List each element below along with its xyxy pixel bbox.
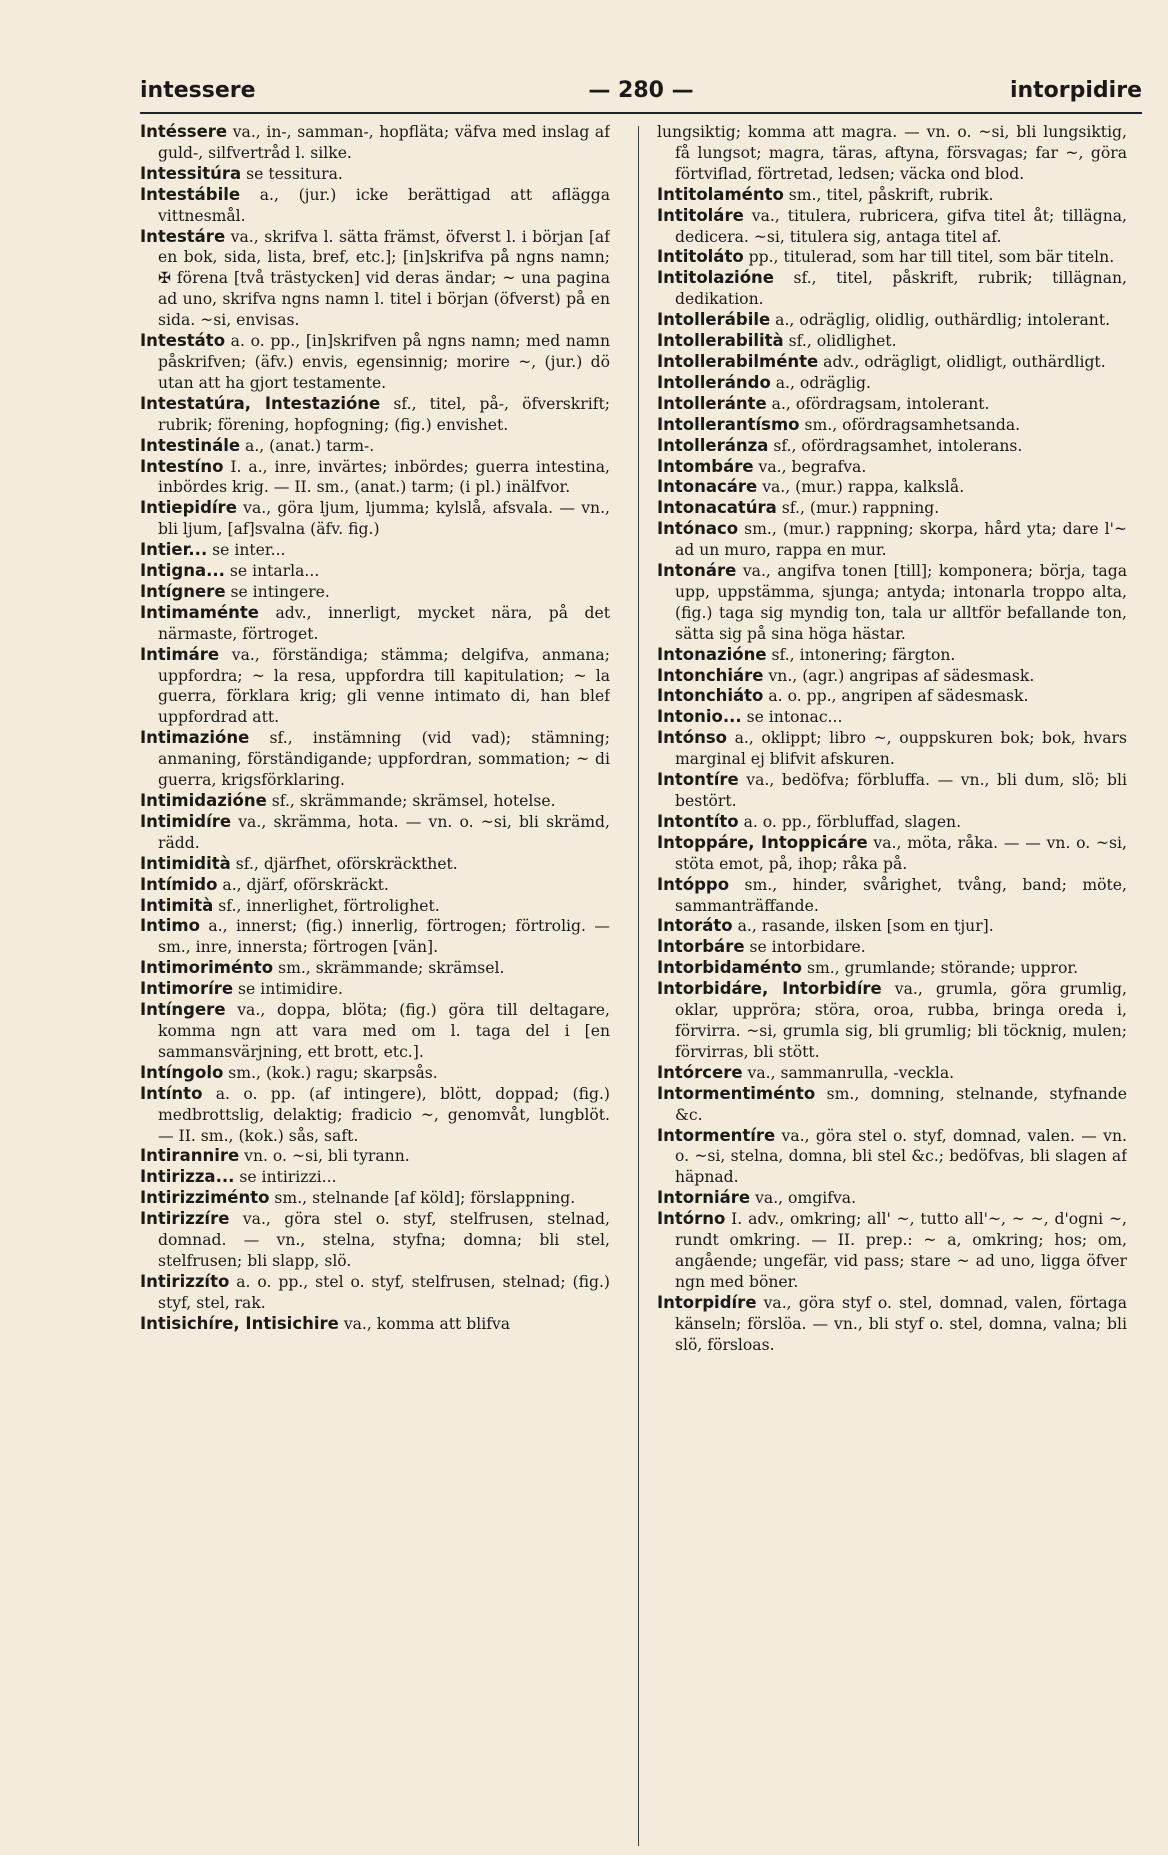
entry-definition: se tessitura. <box>241 164 343 183</box>
entry-definition: a., odräglig, olidlig, outhärdlig; intolerant. <box>770 311 1111 330</box>
dictionary-entry <box>140 227 610 332</box>
dictionary-entry <box>140 122 610 164</box>
entry-definition: a. o. pp., förbluffad, slagen. <box>738 812 962 831</box>
entry-definition: sm., grumlande; störande; uppror. <box>802 959 1079 978</box>
dictionary-entry <box>657 833 1127 875</box>
entry-definition: se intorbidare. <box>744 938 866 957</box>
entry-definition: va., angifva tonen [till]; komponera; börja, taga upp, uppstämma, sjunga; antyda; intonarla troppo alta, (fig.) taga sig myndig ton, tala ur alltför befallande ton, sätta sig på sina höga hästar. <box>675 562 1127 643</box>
dictionary-entry <box>140 791 610 812</box>
page-number: — 280 — <box>588 78 694 103</box>
dictionary-entry <box>657 122 1127 185</box>
entry-headword: Intóppo <box>657 874 730 894</box>
entry-headword: Intorbáre <box>657 937 745 957</box>
entry-definition: va., in-, samman-, hopfläta; väfva med inslag af guld-, silfvertråd l. silke. <box>158 123 610 162</box>
entry-headword: Intínto <box>140 1083 203 1103</box>
entry-headword: Intitolaménto <box>657 184 784 204</box>
dictionary-entry <box>140 1272 610 1314</box>
entry-definition: a., (anat.) tarm-. <box>240 436 375 455</box>
entry-headword: Intollerábile <box>657 310 771 330</box>
entry-definition: sm., (kok.) ragu; skarpsås. <box>223 1063 438 1082</box>
entry-definition: a., odräglig. <box>770 373 871 392</box>
entry-headword: Intoráto <box>657 916 733 936</box>
dictionary-entry <box>657 1084 1127 1126</box>
dictionary-entry <box>657 436 1127 457</box>
entry-headword: Intirizza... <box>140 1167 235 1187</box>
entry-headword: Intirannire <box>140 1146 240 1166</box>
dictionary-entry <box>140 645 610 729</box>
entry-headword: Intigna... <box>140 561 225 581</box>
dictionary-entry <box>657 373 1127 394</box>
entry-headword: Intíngolo <box>140 1062 224 1082</box>
entry-headword: Intestáre <box>140 226 226 246</box>
dictionary-entry <box>657 875 1127 917</box>
entry-definition: a. o. pp. (af intingere), blött, doppad; (fig.) medbrottslig, delaktig; fradicio ~, genomvåt, lungblöt. — II. sm., (kok.) sås, saft. <box>158 1084 610 1145</box>
entry-definition: sf., titel, på-, öfverskrift; rubrik; förening, hopfogning; (fig.) envishet. <box>158 394 610 434</box>
dictionary-entry <box>140 916 610 958</box>
dictionary-entry <box>657 770 1127 812</box>
entry-headword: Intimo <box>140 916 200 936</box>
dictionary-entry <box>140 979 610 1000</box>
entry-definition: a., rasande, ilsken [som en tjur]. <box>732 917 994 936</box>
dictionary-entry <box>140 1146 610 1167</box>
dictionary-entry <box>140 561 610 582</box>
entry-headword: Intestinále <box>140 435 241 455</box>
entry-headword: Intollerándo <box>657 372 771 392</box>
dictionary-entry <box>657 1063 1127 1084</box>
entry-headword: Intiepidíre <box>140 498 237 518</box>
entry-headword: Intimidità <box>140 853 231 873</box>
entry-headword: Intimidíre <box>140 811 232 831</box>
entry-definition: sf., intonering; färgton. <box>766 645 956 664</box>
entry-headword: Intoppáre, Intoppicáre <box>657 832 868 852</box>
entry-definition: se intingere. <box>225 582 330 601</box>
dictionary-entry <box>657 1126 1127 1189</box>
dictionary-entry <box>657 310 1127 331</box>
entry-headword: Intórcere <box>657 1062 743 1082</box>
entry-headword: Intormentiménto <box>657 1083 816 1103</box>
entry-definition: sf., skrämmande; skrämsel, hotelse. <box>266 792 556 810</box>
entry-headword: Intorbidaménto <box>657 958 803 978</box>
dictionary-entry <box>657 728 1127 770</box>
entry-headword: Intorniáre <box>657 1188 751 1208</box>
entry-definition: se inter... <box>207 541 286 560</box>
entry-definition: va., göra styf o. stel, domnad, valen, förtaga känseln; förslöa. — vn., bli styf o. stel, domna, valna; bli slö, försloas. <box>675 1293 1127 1354</box>
dictionary-entry <box>657 916 1127 937</box>
dictionary-entry <box>657 1209 1127 1293</box>
entry-headword: Intitoláre <box>657 205 744 225</box>
dictionary-entry <box>140 812 610 854</box>
entry-definition: adv., innerligt, mycket nära, på det närmaste, förtroget. <box>158 603 610 643</box>
entry-headword: Intirizzíto <box>140 1271 230 1291</box>
dictionary-entry <box>657 979 1127 1063</box>
dictionary-entry <box>657 331 1127 352</box>
entry-headword: Intimidazióne <box>140 791 267 810</box>
entry-headword: Intontíre <box>657 770 739 790</box>
dictionary-entry <box>140 1084 610 1147</box>
dictionary-entry <box>657 394 1127 415</box>
dictionary-entry <box>657 206 1127 248</box>
entry-definition: va., göra stel o. styf, stelfrusen, stelnad, domnad. — vn., stelna, styfna; domna; bli stel, stelfrusen; bli slapp, slö. <box>158 1210 610 1270</box>
dictionary-entry <box>140 457 610 499</box>
header-rule <box>140 112 1142 114</box>
right-column <box>657 122 1127 1842</box>
entry-definition: sm., (mur.) rappning; skorpa, hård yta; dare l'~ ad un muro, rappa en mur. <box>675 520 1127 560</box>
dictionary-entry <box>657 1293 1127 1356</box>
dictionary-entry <box>657 1188 1127 1209</box>
left-column <box>140 122 610 1842</box>
dictionary-entry <box>140 1167 610 1188</box>
entry-definition: sm., ofördragsamhetsanda. <box>799 415 1021 434</box>
entry-headword: Intollerabilità <box>657 331 784 351</box>
entry-headword: Intónso <box>657 728 728 748</box>
dictionary-entry <box>140 603 610 645</box>
entry-definition: a. o. pp., stel o. styf, stelfrusen, stelnad; (fig.) styf, stel, rak. <box>158 1272 610 1312</box>
entry-headword: Intonáre <box>657 561 737 581</box>
entry-definition: lungsiktig; komma att magra. — vn. o. ~si, bli lungsiktig, få lungsot; magra, täras, aftyna, försvagas; far ~, göra förtviflad, förtretad, ledsen; väcka ond blod. <box>657 123 1127 183</box>
entry-headword: Intolleránza <box>657 435 769 455</box>
entry-definition: sm., skrämmande; skrämsel. <box>273 959 505 978</box>
dictionary-entry <box>657 686 1127 707</box>
entry-definition: va., titulera, rubricera, gifva titel åt; tillägna, dedicera. ~si, titulera sig, antaga titel af. <box>675 206 1127 246</box>
entry-headword: Intonchiáre <box>657 665 764 685</box>
dictionary-entry <box>657 812 1127 833</box>
entry-definition: I. adv., omkring; all' ~, tutto all'~, ~ ~, d'ogni ~, rundt omkring. — II. prep.: ~ a, omkring; hos; om, angående; ungefär, vid pass; stare ~ ad uno, ligga öfver ngn med böner. <box>675 1210 1127 1291</box>
entry-headword: Intimoríre <box>140 979 234 999</box>
entry-definition: a. o. pp., [in]skrifven på ngns namn; med namn påskrifven; (äfv.) envis, egensinnig; morire ~, (jur.) dö utan att ha gjort testamente. <box>158 332 610 392</box>
dictionary-entry <box>140 854 610 875</box>
entry-headword: Intíngere <box>140 1000 226 1020</box>
entry-definition: a., (jur.) icke berättigad att aflägga vittnesmål. <box>158 185 610 225</box>
dictionary-entry <box>140 1209 610 1272</box>
dictionary-entry <box>140 436 610 457</box>
dictionary-entry <box>140 958 610 979</box>
dictionary-entry <box>140 582 610 603</box>
entry-headword: Intirizzíre <box>140 1209 230 1229</box>
dictionary-entry <box>657 666 1127 687</box>
entry-headword: Intonacáre <box>657 477 758 497</box>
dictionary-entry <box>140 185 610 227</box>
dictionary-entry <box>657 457 1127 478</box>
entry-headword: Intestatúra, Intestazióne <box>140 393 381 413</box>
dictionary-entry <box>657 645 1127 666</box>
dictionary-entry <box>657 937 1127 958</box>
entry-headword: Intolleránte <box>657 393 767 413</box>
entry-definition: va., grumla, göra grumlig, oklar, uppröra; störa, oroa, rubba, bringa oreda i, förvirra. ~si, grumla sig, bli grumlig; bli töcknig, mulen; förvirras, bli stött. <box>675 980 1127 1061</box>
page-header <box>140 78 1142 108</box>
dictionary-entry <box>657 707 1127 728</box>
dictionary-entry <box>657 268 1127 310</box>
entry-headword: Intessitúra <box>140 163 242 183</box>
entry-headword: Intollerabilménte <box>657 351 819 371</box>
entry-definition: sm., hinder, svårighet, tvång, band; möte, sammanträffande. <box>675 875 1127 915</box>
entry-headword: Intestáto <box>140 331 226 351</box>
entry-headword: Intontíto <box>657 811 739 831</box>
dictionary-entry <box>140 1188 610 1209</box>
entry-headword: Intestábile <box>140 184 241 204</box>
entry-definition: sf., instämning (vid vad); stämning; anmaning, förständigande; uppfordran, sommation; ~ di guerra, krigsförklaring. <box>158 729 610 790</box>
entry-headword: Intitolazióne <box>657 268 774 288</box>
entry-definition: va., skrifva l. sätta främst, öfverst l. i början [af en bok, sida, lista, bref, etc.]; [in]skrifva på ngns namn; ✠ förena [två trästycken] vid deras ändar; ~ una pagina ad uno, skrifva ngns namn l. titel i början (öfverst) på en sida. ~si, envisas. <box>158 227 610 330</box>
entry-headword: Intonio... <box>657 707 742 727</box>
entry-headword: Intonacatúra <box>657 498 777 518</box>
header-last-word: intorpidire <box>1009 78 1142 103</box>
entry-definition: I. a., inre, invärtes; inbördes; guerra intestina, inbördes krig. — II. sm., (anat.) tarm; (i pl.) inälfvor. <box>158 457 610 497</box>
entry-headword: Intígnere <box>140 581 226 601</box>
dictionary-entry <box>140 1000 610 1063</box>
entry-definition: va., möta, råka. — — vn. o. ~si, stöta emot, på, ihop; råka på. <box>675 833 1127 873</box>
entry-headword: Intimità <box>140 895 214 915</box>
entry-definition: a., djärf, oförskräckt. <box>217 875 389 894</box>
entry-definition: sf., olidlighet. <box>783 332 897 351</box>
entry-headword: Intormentíre <box>657 1125 776 1145</box>
entry-definition: va., begrafva. <box>753 457 867 476</box>
entry-headword: Intonazióne <box>657 644 767 664</box>
entry-headword: Intimazióne <box>140 728 250 748</box>
dictionary-entry <box>140 875 610 896</box>
entry-headword: Intimáre <box>140 644 220 664</box>
entry-definition: va., förständiga; stämma; delgifva, anmana; uppfordra; ~ la resa, uppfordra till kapitulation; ~ la guerra, förklara krig; gli venne intimato di, han blef uppfordrad att. <box>158 645 610 727</box>
entry-headword: Intirizziménto <box>140 1188 270 1208</box>
dictionary-entry <box>140 1314 610 1335</box>
entry-definition: va., (mur.) rappa, kalkslå. <box>757 478 965 497</box>
entry-definition: se intimidire. <box>233 980 343 999</box>
header-first-word: intessere <box>140 78 256 103</box>
dictionary-entry <box>140 896 610 917</box>
entry-definition: sf., djärfhet, oförskräckthet. <box>230 854 458 873</box>
entry-definition: a., innerst; (fig.) innerlig, förtrogen; förtrolig. — sm., inre, innersta; förtrogen [vän]. <box>158 917 610 957</box>
entry-definition: a., oklippt; libro ~, ouppskuren bok; bok, hvars marginal ej blifvit afskuren. <box>675 729 1127 769</box>
entry-definition: se intirizzi... <box>234 1168 337 1187</box>
dictionary-entry <box>140 394 610 436</box>
entry-definition: va., skrämma, hota. — vn. o. ~si, bli skrämd, rädd. <box>158 812 610 852</box>
entry-definition: sf., ofördragsamhet, intolerans. <box>768 436 1023 455</box>
dictionary-entry <box>657 247 1127 268</box>
entry-definition: sm., domning, stelnande, styfnande &c. <box>675 1084 1127 1124</box>
dictionary-entry <box>140 164 610 185</box>
entry-definition: sf., innerlighet, förtrolighet. <box>213 896 440 915</box>
dictionary-entry <box>140 498 610 540</box>
dictionary-entry <box>140 1063 610 1084</box>
entry-definition: pp., titulerad, som har till titel, som bär titeln. <box>743 248 1115 267</box>
column-divider <box>638 126 639 1846</box>
entry-headword: Intitoláto <box>657 247 744 267</box>
dictionary-entry <box>657 498 1127 519</box>
entry-definition: va., göra ljum, ljumma; kylslå, afsvala. — vn., bli ljum, [af]svalna (äfv. fig.) <box>158 499 610 539</box>
dictionary-entry <box>657 415 1127 436</box>
entry-definition: va., doppa, blöta; (fig.) göra till deltagare, komma ngn att vara med om l. taga del i [en sammansvärjning, ett brott, etc.]. <box>158 1001 610 1061</box>
entry-definition: va., bedöfva; förbluffa. — vn., bli dum, slö; bli bestört. <box>675 771 1127 810</box>
dictionary-entry <box>140 331 610 394</box>
entry-definition: vn. o. ~si, bli tyrann. <box>239 1147 410 1166</box>
dictionary-entry <box>140 540 610 561</box>
entry-headword: Intímido <box>140 874 218 894</box>
entry-headword: Intollerantísmo <box>657 414 800 434</box>
entry-definition: vn., (agr.) angripas af sädesmask. <box>763 666 1035 685</box>
entry-headword: Intimaménte <box>140 602 259 622</box>
entry-headword: Intestíno <box>140 456 224 476</box>
entry-headword: Intorbidáre, Intorbidíre <box>657 979 882 999</box>
entry-definition: sm., titel, påskrift, rubrik. <box>783 185 994 204</box>
entry-definition: va., göra stel o. styf, domnad, valen. — vn. o. ~si, stelna, domna, bli stel &c.; bedöfvas, bli slagen af häpnad. <box>675 1126 1127 1187</box>
dictionary-entry <box>657 958 1127 979</box>
entry-definition: adv., odrägligt, olidligt, outhärdligt. <box>818 352 1106 371</box>
dictionary-entry <box>657 561 1127 645</box>
entry-definition: va., omgifva. <box>750 1189 857 1208</box>
dictionary-entry <box>657 519 1127 561</box>
entry-definition: sm., stelnande [af köld]; förslappning. <box>269 1189 576 1208</box>
entry-headword: Intombáre <box>657 456 754 476</box>
entry-definition: se intonac... <box>741 708 843 727</box>
entry-headword: Intórno <box>657 1209 726 1229</box>
dictionary-entry <box>657 352 1127 373</box>
entry-definition: va., komma att blifva <box>338 1314 511 1333</box>
entry-definition: a., ofördragsam, intolerant. <box>766 394 990 413</box>
entry-definition: sf., (mur.) rappning. <box>776 499 940 518</box>
entry-headword: Intónaco <box>657 519 739 539</box>
dictionary-entry <box>657 185 1127 206</box>
entry-definition: va., sammanrulla, -veckla. <box>742 1063 955 1082</box>
entry-headword: Intimoriménto <box>140 958 274 978</box>
entry-definition: se intarla... <box>224 562 320 581</box>
entry-headword: Intorpidíre <box>657 1292 757 1312</box>
entry-headword: Intisichíre, Intisichire <box>140 1313 339 1333</box>
dictionary-entry <box>657 477 1127 498</box>
entry-headword: Intier... <box>140 540 208 560</box>
entry-definition: a. o. pp., angripen af sädesmask. <box>763 687 1029 706</box>
entry-headword: Intéssere <box>140 122 228 141</box>
dictionary-entry <box>140 728 610 791</box>
entry-headword: Intonchiáto <box>657 686 764 706</box>
entry-definition: sf., titel, påskrift, rubrik; tillägnan, dedikation. <box>675 269 1127 309</box>
